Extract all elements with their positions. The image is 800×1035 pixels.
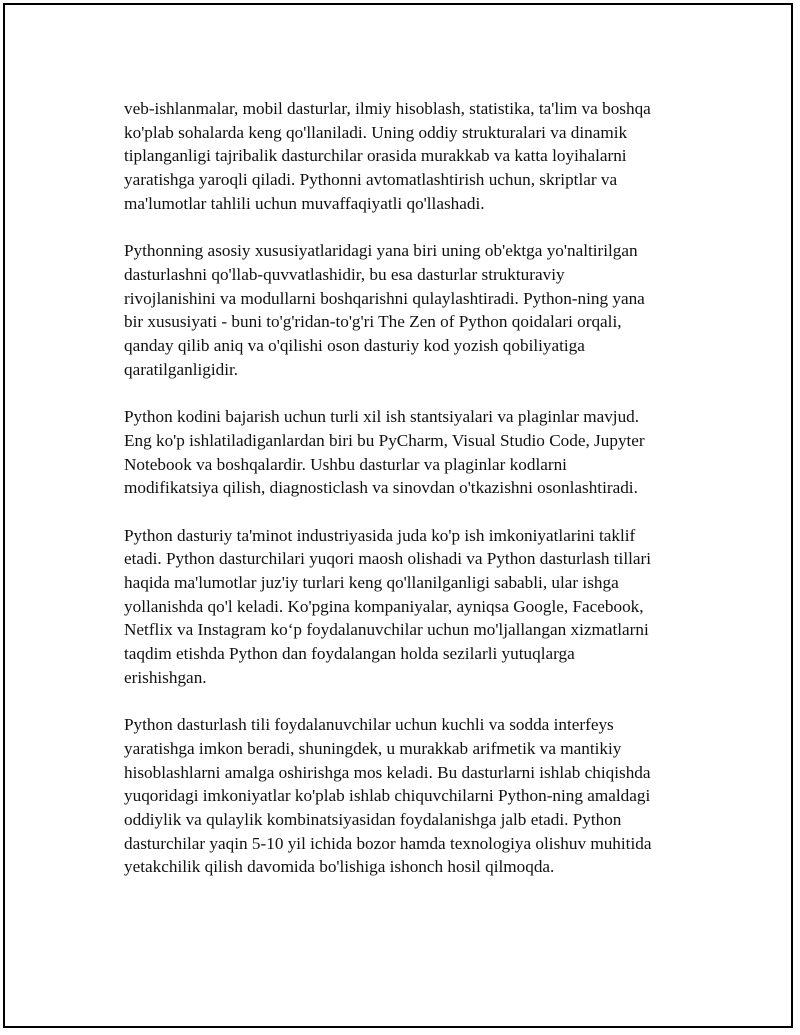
text-line: taqdim etishda Python dan foydalangan holda sezilarli yutuqlarga xyxy=(124,644,575,664)
text-line: dasturlashni qo'llab-quvvatlashidir, bu esa dasturlar strukturaviy xyxy=(124,264,565,284)
text-line: Netflix va Instagram ko‘p foydalanuvchilar uchun mo'ljallangan xizmatlarni xyxy=(124,620,649,640)
text-line: bir xususiyati - buni to'g'ridan-to'g'ri The Zen of Python qoidalari orqali, xyxy=(124,312,622,332)
text-line: qanday qilib aniq va o'qilishi oson dasturiy kod yozish qobiliyatiga xyxy=(124,336,585,356)
text-line: qaratilganligidir. xyxy=(124,359,239,379)
document-body xyxy=(124,97,724,903)
text-line: tiplanganligi tajribalik dasturchilar orasida murakkab va katta loyihalarni xyxy=(124,146,627,166)
text-line: ma'lumotlar tahlili uchun muvaffaqiyatli qo'llashadi. xyxy=(124,193,485,213)
text-line: hisoblashlarni amalga oshirishga mos keladi. Bu dasturlarni ishlab chiqishda xyxy=(124,762,651,782)
text-line: yaratishga yaroqli qiladi. Pythonni avtomatlashtirish uchun, skriptlar va xyxy=(124,170,618,190)
text-line: Python dasturlash tili foydalanuvchilar uchun kuchli va sodda interfeys xyxy=(124,715,614,735)
paragraph-5 xyxy=(124,713,724,879)
paragraph-1 xyxy=(124,97,724,216)
text-line: yetakchilik qilish davomida bo'lishiga ishonch hosil qilmoqda. xyxy=(124,857,555,877)
paragraph-2 xyxy=(124,239,724,381)
text-line: etadi. Python dasturchilari yuqori maosh olishadi va Python dasturlash tillari xyxy=(124,549,652,569)
text-line: yuqoridagi imkoniyatlar ko'plab ishlab chiquvchilarni Python-ning amaldagi xyxy=(124,786,651,806)
text-line: rivojlanishini va modullarni boshqarishni qulaylashtiradi. Python-ning yana xyxy=(124,288,645,308)
text-line: dasturchilar yaqin 5-10 yil ichida bozor hamda texnologiya olishuv muhitida xyxy=(124,833,652,853)
text-line: erishishgan. xyxy=(124,667,207,687)
text-line: modifikatsiya qilish, diagnosticlash va sinovdan o'tkazishni osonlashtiradi. xyxy=(124,478,638,498)
paragraph-4 xyxy=(124,524,724,690)
text-line: haqida ma'lumotlar juz'iy turlari keng qo'llanilganligi sababli, ular ishga xyxy=(124,573,619,593)
text-line: Python dasturiy ta'minot industriyasida juda ko'p ish imkoniyatlarini taklif xyxy=(124,525,636,545)
page-frame xyxy=(3,3,793,1028)
text-line: veb-ishlanmalar, mobil dasturlar, ilmiy hisoblash, statistika, ta'lim va boshqa xyxy=(124,99,651,118)
text-line: Notebook va boshqalardir. Ushbu dasturlar va plaginlar kodlarni xyxy=(124,454,567,474)
text-line: ko'plab sohalarda keng qo'llaniladi. Uning oddiy strukturalari va dinamik xyxy=(124,122,628,142)
text-line: Python kodini bajarish uchun turli xil ish stantsiyalari va plaginlar mavjud. xyxy=(124,407,640,427)
text-line: yaratishga imkon beradi, shuningdek, u murakkab arifmetik va mantikiy xyxy=(124,738,622,758)
text-line: Eng ko'p ishlatiladiganlardan biri bu PyCharm, Visual Studio Code, Jupyter xyxy=(124,430,645,450)
text-line: Pythonning asosiy xususiyatlaridagi yana biri uning ob'ektga yo'naltirilgan xyxy=(124,241,638,261)
paragraph-3 xyxy=(124,405,724,500)
text-line: oddiylik va qulaylik kombinatsiyasidan foydalanishga jalb etadi. Python xyxy=(124,810,622,830)
text-line: yollanishda qo'l keladi. Ko'pgina kompaniyalar, ayniqsa Google, Facebook, xyxy=(124,596,644,616)
